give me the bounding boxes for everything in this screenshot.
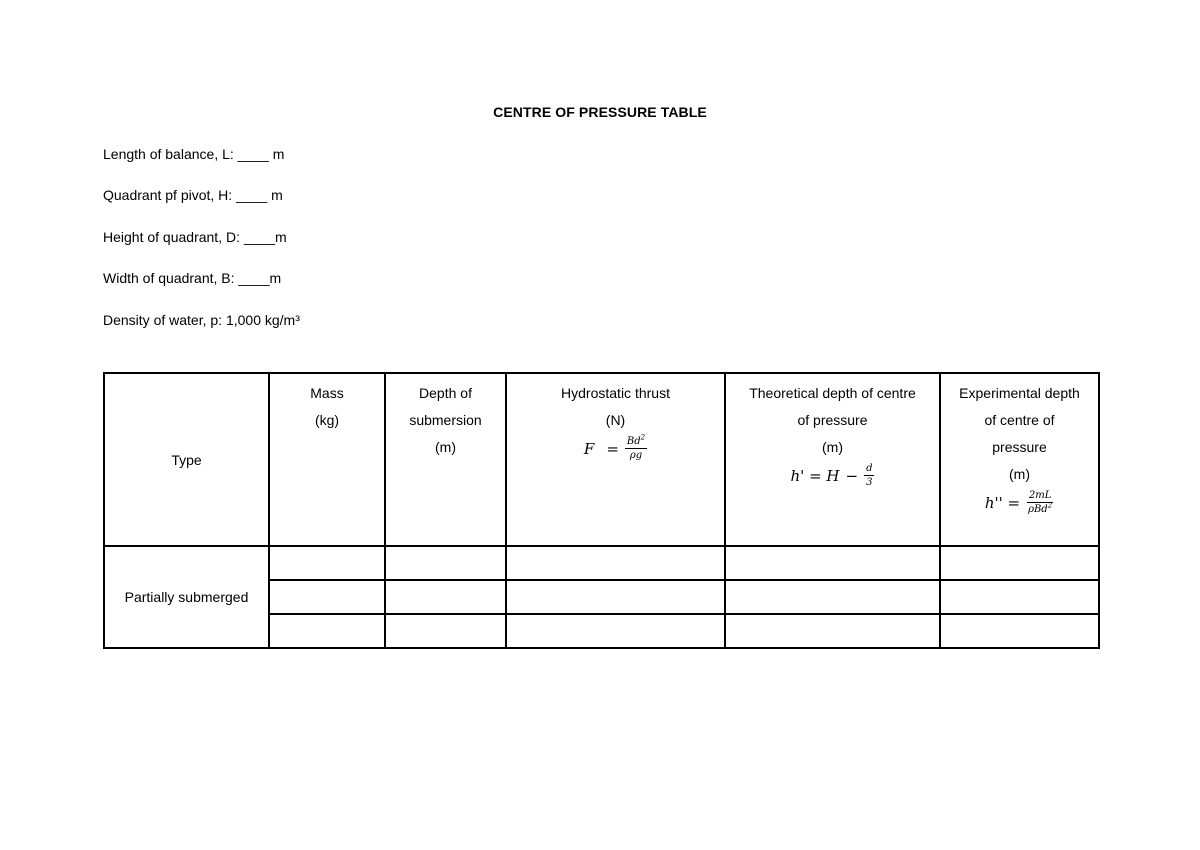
formula-denominator: ρg	[629, 450, 643, 461]
header-experimental-unit: (m)	[1009, 466, 1030, 482]
cell-thrust	[506, 546, 725, 580]
header-mass-line: Mass	[310, 385, 344, 401]
cell-mass	[269, 546, 385, 580]
experimental-formula	[985, 490, 1054, 515]
formula-exponent: 2	[1047, 501, 1053, 510]
header-thrust	[506, 373, 725, 546]
centre-of-pressure-table	[103, 372, 1100, 649]
formula-lhs: h' = H	[790, 466, 840, 485]
param-length-of-balance: Length of balance, L: ____ m	[103, 146, 285, 162]
header-theoretical-line: Theoretical depth of centre	[749, 385, 916, 401]
cell-thrust	[506, 614, 725, 648]
header-experimental-line: pressure	[992, 439, 1047, 455]
header-thrust-line: Hydrostatic thrust	[561, 385, 670, 401]
cell-theoretical	[725, 580, 940, 614]
header-experimental-depth	[940, 373, 1099, 546]
formula-fraction	[1026, 490, 1054, 515]
cell-mass	[269, 580, 385, 614]
header-experimental-line: of centre of	[984, 412, 1055, 428]
cell-depth	[385, 580, 506, 614]
cell-theoretical	[725, 546, 940, 580]
header-theoretical-unit: (m)	[822, 439, 843, 455]
formula-operator: =	[606, 439, 619, 458]
formula-denominator: ρBd	[1028, 504, 1048, 515]
param-width-of-quadrant: Width of quadrant, B: ____m	[103, 270, 282, 286]
formula-lhs: h'' =	[984, 493, 1021, 512]
thrust-formula	[583, 433, 647, 461]
header-depth	[385, 373, 506, 546]
header-experimental-line: Experimental depth	[959, 385, 1080, 401]
header-depth-unit: (m)	[435, 439, 456, 455]
header-type	[104, 373, 269, 546]
formula-lhs: F	[583, 439, 595, 458]
cell-experimental	[940, 614, 1099, 648]
header-mass	[269, 373, 385, 546]
header-type-label: Type	[171, 451, 202, 468]
formula-numerator: 2mL	[1028, 490, 1052, 501]
cell-mass	[269, 614, 385, 648]
formula-numerator: Bd	[626, 436, 641, 447]
cell-theoretical	[725, 614, 940, 648]
table-row	[104, 546, 1099, 580]
cell-thrust	[506, 580, 725, 614]
header-depth-line: Depth of	[419, 385, 472, 401]
page-title: CENTRE OF PRESSURE TABLE	[493, 104, 707, 120]
formula-fraction	[625, 433, 647, 461]
row-group-label: Partially submerged	[124, 589, 249, 605]
formula-operator: −	[845, 466, 859, 485]
header-mass-unit: (kg)	[314, 412, 340, 428]
formula-numerator: d	[866, 463, 873, 474]
formula-fraction	[864, 463, 874, 488]
header-theoretical-depth	[725, 373, 940, 546]
table-header-row	[104, 373, 1099, 546]
header-thrust-unit: (N)	[605, 412, 626, 428]
row-group-partially-submerged	[104, 546, 269, 648]
theoretical-formula	[791, 463, 875, 488]
header-theoretical-line: of pressure	[797, 412, 868, 428]
formula-denominator: 3	[866, 477, 873, 488]
param-density-of-water: Density of water, p: 1,000 kg/m³	[103, 312, 300, 328]
header-depth-line: submersion	[409, 412, 482, 428]
cell-depth	[385, 546, 506, 580]
cell-depth	[385, 614, 506, 648]
param-height-of-quadrant: Height of quadrant, D: ____m	[103, 229, 287, 245]
cell-experimental	[940, 580, 1099, 614]
cell-experimental	[940, 546, 1099, 580]
formula-exponent: 2	[640, 433, 646, 442]
param-quadrant-pivot: Quadrant pf pivot, H: ____ m	[103, 187, 283, 203]
